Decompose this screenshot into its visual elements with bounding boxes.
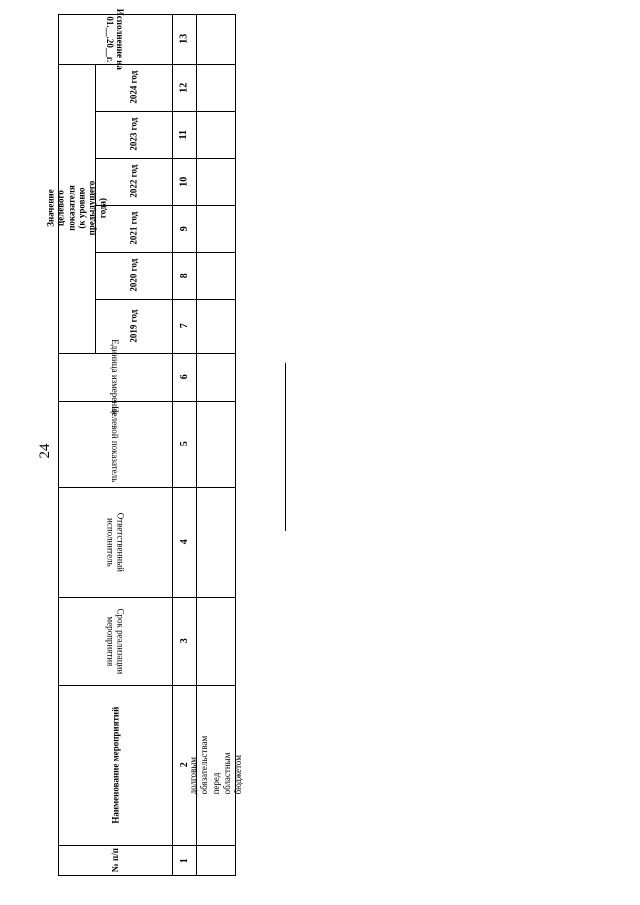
colnum-1: 1 xyxy=(178,858,190,863)
colnum-9: 9 xyxy=(178,226,190,231)
header-unit: Единица измерения xyxy=(110,339,121,415)
colnum-7: 7 xyxy=(178,323,190,329)
header-group-target-values: Значение целевого показателя (к уровню предыдущего года) xyxy=(45,181,108,236)
colnum-4: 4 xyxy=(178,539,190,545)
colnum-8: 8 xyxy=(178,273,190,278)
header-year-2019: 2019 год xyxy=(128,309,139,343)
header-target-indicator: Целевой показатель xyxy=(110,405,121,483)
colnum-6: 6 xyxy=(178,374,190,380)
colnum-12: 12 xyxy=(178,82,190,93)
colnum-2: 2 xyxy=(178,762,190,768)
indicator-table xyxy=(45,8,243,876)
header-year-2020: 2020 год xyxy=(128,259,139,292)
row-number-cell xyxy=(196,845,236,876)
row-activity-name: долговым обязательствам перед областным бюджетом xyxy=(187,735,243,795)
colnum-5: 5 xyxy=(178,441,190,447)
header-year-2023: 2023 год xyxy=(128,118,139,151)
header-number: № п/п xyxy=(109,848,120,873)
header-responsible: Ответственный исполнитель xyxy=(105,512,126,572)
colnum-13: 13 xyxy=(178,34,190,44)
colnum-11: 11 xyxy=(178,129,190,140)
header-deadline: Срок реализации мероприятия xyxy=(105,608,126,674)
header-year-2021: 2021 год xyxy=(128,212,139,245)
header-year-2024: 2024 год xyxy=(128,71,139,104)
colnum-3: 3 xyxy=(178,638,190,644)
header-year-2022: 2022 год xyxy=(128,165,139,198)
header-activity-name: Наименование мероприятий xyxy=(109,706,120,824)
header-col13: Исполнение на 01.__.20__г. xyxy=(105,8,126,70)
divider-line xyxy=(285,363,286,531)
page-number: 24 xyxy=(37,443,53,459)
colnum-10: 10 xyxy=(178,176,190,187)
